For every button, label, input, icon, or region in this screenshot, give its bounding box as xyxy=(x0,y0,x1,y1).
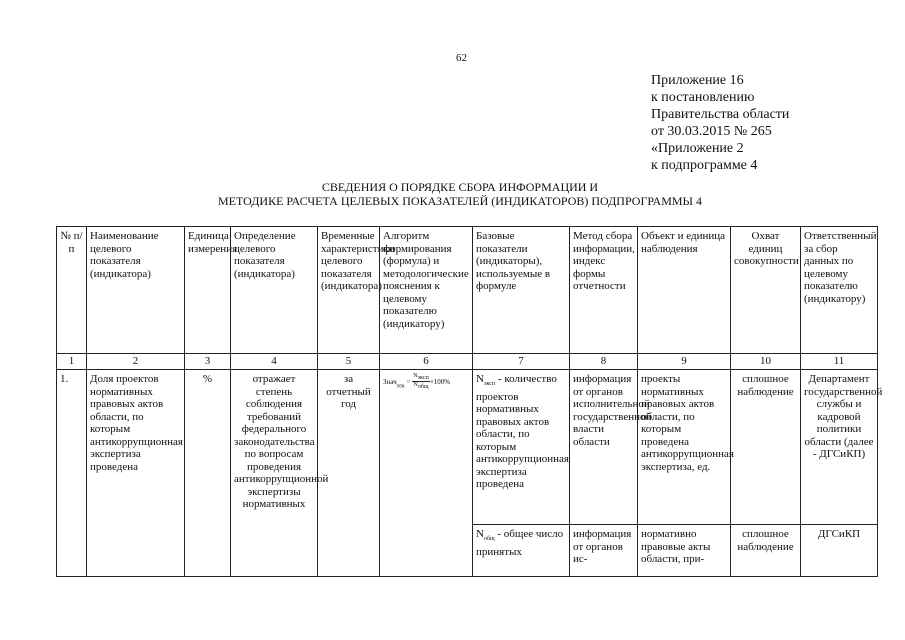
method-cell: информация от органов ис- xyxy=(570,525,638,577)
formula-numerator: Nэксп xyxy=(413,373,429,382)
object-cell: проекты нормативных правовых актов области, по которым проведена антикоррупционная экспертиза, ед. xyxy=(638,370,731,525)
appendix-line: к подпрограмме 4 xyxy=(651,158,758,173)
appendix-line: к постановлению xyxy=(651,90,755,105)
base-symbol: N xyxy=(476,528,484,540)
formula-tail: ×100% xyxy=(429,378,451,387)
column-number: 9 xyxy=(638,354,731,370)
column-number: 10 xyxy=(731,354,801,370)
formula-cell: Знач$_{тек}$ = $\frac{\text{Nэксп}}{\text{Nобщ}}$ ×100% xyxy=(380,370,473,577)
column-number: 3 xyxy=(185,354,231,370)
header-cell: Единица измерения xyxy=(185,227,231,354)
document-title xyxy=(180,180,740,208)
row-number: 1. xyxy=(57,370,87,577)
appendix-line: «Приложение 2 xyxy=(651,141,744,156)
base-symbol-sub: эксп xyxy=(483,381,496,388)
base-symbol-sub: общ xyxy=(483,536,495,543)
unit-cell: % xyxy=(185,370,231,577)
table-row xyxy=(57,370,878,525)
column-number-row xyxy=(57,354,878,370)
header-cell: Ответственный за сбор данных по целевому показателю (индикатору) xyxy=(801,227,878,354)
column-number: 4 xyxy=(231,354,318,370)
header-cell: Объект и единица наблюдения xyxy=(638,227,731,354)
base-description: - количество проектов нормативных правовых актов области, по которым антикоррупционная экспертиза проведена xyxy=(476,373,569,491)
header-cell: Временные характеристики целевого показателя (индикатора) xyxy=(318,227,380,354)
appendix-line: Правительства области xyxy=(651,107,790,122)
header-cell: Наименование целевого показателя (индикатора) xyxy=(87,227,185,354)
column-number: 5 xyxy=(318,354,380,370)
title-line: МЕТОДИКЕ РАСЧЕТА ЦЕЛЕВЫХ ПОКАЗАТЕЛЕЙ (ИНДИКАТОРОВ) ПОДПРОГРАММЫ 4 xyxy=(217,194,702,208)
column-number: 8 xyxy=(570,354,638,370)
title-line: СВЕДЕНИЯ О ПОРЯДКЕ СБОРА ИНФОРМАЦИИ И xyxy=(321,180,599,194)
header-cell: Охват единиц совокупности xyxy=(731,227,801,354)
formula-fraction xyxy=(412,373,430,390)
column-number: 2 xyxy=(87,354,185,370)
column-number: 7 xyxy=(473,354,570,370)
responsible-cell: ДГСиКП xyxy=(801,525,878,577)
definition-cell: отражает степень соблюдения требований федерального законодательства по вопросам проведения антикоррупционной экспертизы нормативных xyxy=(231,370,318,577)
indicator-name: Доля проектов нормативных правовых актов области, по которым антикоррупционная экспертиза проведена xyxy=(87,370,185,577)
appendix-block xyxy=(651,72,789,174)
indicators-table xyxy=(56,226,883,577)
column-number: 11 xyxy=(801,354,878,370)
time-cell: за отчетный год xyxy=(318,370,380,577)
base-symbol: N xyxy=(476,373,484,385)
object-cell: нормативно правовые акты области, при- xyxy=(638,525,731,577)
header-row xyxy=(57,227,878,354)
base-description: - общее число принятых xyxy=(476,528,564,558)
responsible-cell: Департамент государственной службы и кадровой политики области (далее - ДГСиКП) xyxy=(801,370,878,525)
base-indicator-cell xyxy=(473,370,570,525)
header-cell: Определение целевого показателя (индикатора) xyxy=(231,227,318,354)
formula-lhs: Знач xyxy=(383,378,397,387)
header-cell: Алгоритм формирования (формула) и методологические пояснения к целевому показателю (индикатору) xyxy=(380,227,473,354)
page-number: 62 xyxy=(456,52,467,64)
formula-lhs-sub: тек xyxy=(396,383,405,390)
header-cell: Базовые показатели (индикаторы), используемые в формуле xyxy=(473,227,570,354)
formula-denominator: Nобщ xyxy=(413,382,429,391)
column-number: 1 xyxy=(57,354,87,370)
header-cell: № п/п xyxy=(57,227,87,354)
base-indicator-cell xyxy=(473,525,570,577)
method-cell: информация от органов исполнительной государственной власти области xyxy=(570,370,638,525)
coverage-cell: сплошное наблюдение xyxy=(731,370,801,525)
appendix-line: Приложение 16 xyxy=(651,73,744,88)
header-cell: Метод сбора информации, индекс формы отчетности xyxy=(570,227,638,354)
coverage-cell: сплошное наблюдение xyxy=(731,525,801,577)
appendix-line: от 30.03.2015 № 265 xyxy=(651,124,772,139)
column-number: 6 xyxy=(380,354,473,370)
